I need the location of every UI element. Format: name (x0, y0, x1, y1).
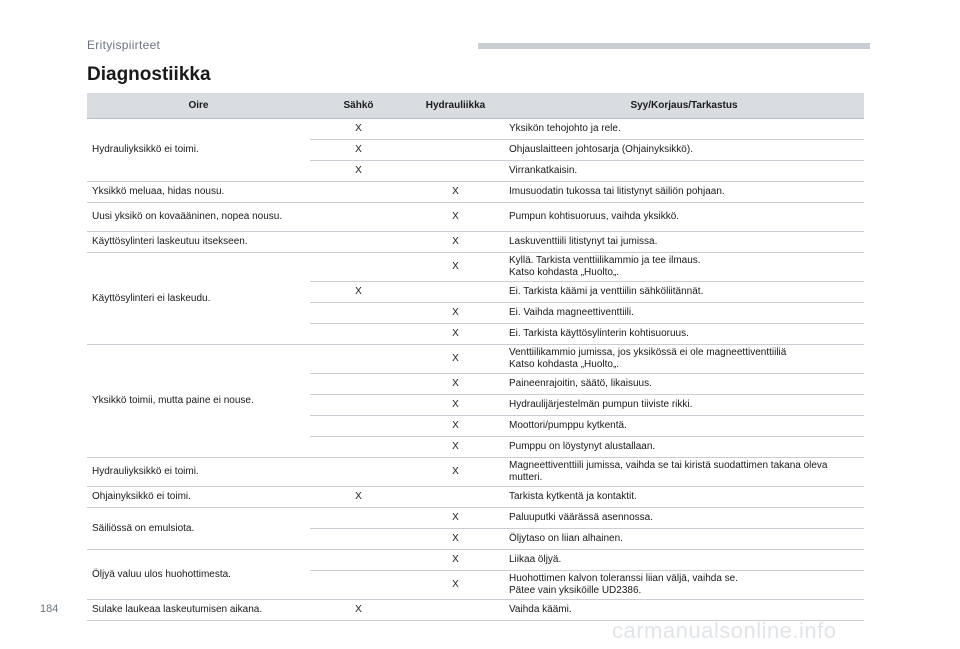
symptom-cell: Käyttösylinteri ei laskeudu. (87, 253, 310, 345)
cause-cell: Paineenrajoitin, säätö, likaisuus. (504, 374, 864, 395)
electric-cell (310, 508, 407, 529)
electric-cell: X (310, 119, 407, 140)
hydraulic-cell: X (407, 395, 504, 416)
electric-cell (310, 416, 407, 437)
symptom-cell: Sulake laukeaa laskeutumisen aikana. (87, 600, 310, 621)
cause-line: Magneettiventtiili jumissa, vaihda se tai kiristä suodattimen takana oleva (509, 460, 828, 471)
hydraulic-cell: X (407, 508, 504, 529)
hydraulic-cell: X (407, 232, 504, 253)
symptom-cell: Säiliössä on emulsiota. (87, 508, 310, 550)
symptom-cell: Öljyä valuu ulos huohottimesta. (87, 550, 310, 600)
cause-cell: Vaihda käämi. (504, 600, 864, 621)
cause-line: Venttiilikammio jumissa, jos yksikössä ei ole magneettiventtiiliä (509, 347, 787, 358)
hydraulic-cell (407, 487, 504, 508)
cause-cell: Liikaa öljyä. (504, 550, 864, 571)
cause-cell (504, 458, 864, 487)
hydraulic-cell: X (407, 345, 504, 374)
table-row (87, 458, 864, 487)
header-rule (478, 43, 870, 49)
electric-cell (310, 571, 407, 600)
table-row (87, 119, 864, 140)
hydraulic-cell: X (407, 550, 504, 571)
cause-cell: Ei. Vaihda magneettiventtiili. (504, 303, 864, 324)
electric-cell: X (310, 161, 407, 182)
electric-cell (310, 203, 407, 232)
electric-cell (310, 345, 407, 374)
section-header: Erityispiirteet (87, 38, 161, 52)
cause-line: Katso kohdasta „Huolto„. (509, 267, 620, 278)
symptom-cell: Ohjainyksikkö ei toimi. (87, 487, 310, 508)
table-row (87, 182, 864, 203)
cause-cell: Ohjauslaitteen johtosarja (Ohjainyksikkö). (504, 140, 864, 161)
hydraulic-cell (407, 600, 504, 621)
electric-cell (310, 395, 407, 416)
electric-cell: X (310, 600, 407, 621)
cause-line: Kyllä. Tarkista venttiilikammio ja tee ilmaus. (509, 255, 701, 266)
symptom-cell: Yksikkö toimii, mutta paine ei nouse. (87, 345, 310, 458)
cause-line: Pätee vain yksiköille UD2386. (509, 585, 642, 596)
diagnostics-table (87, 93, 864, 621)
page-number: 184 (40, 603, 59, 615)
cause-cell: Ei. Tarkista käyttösylinterin kohtisuoruus. (504, 324, 864, 345)
page-title: Diagnostiikka (87, 64, 211, 85)
electric-cell: X (310, 282, 407, 303)
symptom-cell: Yksikkö meluaa, hidas nousu. (87, 182, 310, 203)
electric-cell (310, 303, 407, 324)
hydraulic-cell: X (407, 571, 504, 600)
symptom-cell: Uusi yksikö on kovaääninen, nopea nousu. (87, 203, 310, 232)
hydraulic-cell: X (407, 253, 504, 282)
table-row (87, 253, 864, 282)
cause-cell: Ei. Tarkista käämi ja venttiilin sähköliitännät. (504, 282, 864, 303)
electric-cell (310, 374, 407, 395)
electric-cell (310, 324, 407, 345)
watermark: carmanualsonline.info (612, 618, 837, 643)
cause-cell: Imusuodatin tukossa tai litistynyt säiliön pohjaan. (504, 182, 864, 203)
header-oire: Oire (87, 93, 310, 119)
hydraulic-cell (407, 140, 504, 161)
cause-cell: Öljytaso on liian alhainen. (504, 529, 864, 550)
hydraulic-cell: X (407, 416, 504, 437)
electric-cell (310, 458, 407, 487)
cause-cell (504, 345, 864, 374)
electric-cell (310, 437, 407, 458)
hydraulic-cell (407, 119, 504, 140)
cause-cell: Paluuputki väärässä asennossa. (504, 508, 864, 529)
electric-cell: X (310, 140, 407, 161)
cause-cell: Yksikön tehojohto ja rele. (504, 119, 864, 140)
cause-cell: Moottori/pumppu kytkentä. (504, 416, 864, 437)
hydraulic-cell: X (407, 203, 504, 232)
cause-cell: Pumpun kohtisuoruus, vaihda yksikkö. (504, 203, 864, 232)
electric-cell (310, 253, 407, 282)
electric-cell (310, 232, 407, 253)
hydraulic-cell: X (407, 529, 504, 550)
header-syy: Syy/Korjaus/Tarkastus (504, 93, 864, 119)
cause-cell (504, 571, 864, 600)
cause-cell: Laskuventtiili litistynyt tai jumissa. (504, 232, 864, 253)
symptom-cell: Hydrauliyksikkö ei toimi. (87, 458, 310, 487)
electric-cell (310, 550, 407, 571)
table-row (87, 203, 864, 232)
electric-cell (310, 529, 407, 550)
cause-cell: Tarkista kytkentä ja kontaktit. (504, 487, 864, 508)
hydraulic-cell (407, 161, 504, 182)
hydraulic-cell: X (407, 374, 504, 395)
cause-cell: Virrankatkaisin. (504, 161, 864, 182)
hydraulic-cell: X (407, 437, 504, 458)
table-row (87, 345, 864, 374)
cause-line: Huohottimen kalvon toleranssi liian väljä, vaihda se. (509, 573, 739, 584)
hydraulic-cell: X (407, 303, 504, 324)
symptom-cell: Hydrauliyksikkö ei toimi. (87, 119, 310, 182)
cause-cell: Pumppu on löystynyt alustallaan. (504, 437, 864, 458)
cause-line: Katso kohdasta „Huolto„. (509, 359, 620, 370)
header-sahko: Sähkö (310, 93, 407, 119)
table-row (87, 487, 864, 508)
table-row (87, 232, 864, 253)
table-row (87, 508, 864, 529)
symptom-cell: Käyttösylinteri laskeutuu itsekseen. (87, 232, 310, 253)
table-header-row (87, 93, 864, 119)
hydraulic-cell: X (407, 458, 504, 487)
header-hydrauliikka: Hydrauliikka (407, 93, 504, 119)
cause-line: mutteri. (509, 472, 543, 483)
electric-cell: X (310, 487, 407, 508)
hydraulic-cell: X (407, 182, 504, 203)
cause-cell (504, 253, 864, 282)
hydraulic-cell (407, 282, 504, 303)
table-row (87, 550, 864, 571)
electric-cell (310, 182, 407, 203)
cause-cell: Hydraulijärjestelmän pumpun tiiviste rikki. (504, 395, 864, 416)
hydraulic-cell: X (407, 324, 504, 345)
